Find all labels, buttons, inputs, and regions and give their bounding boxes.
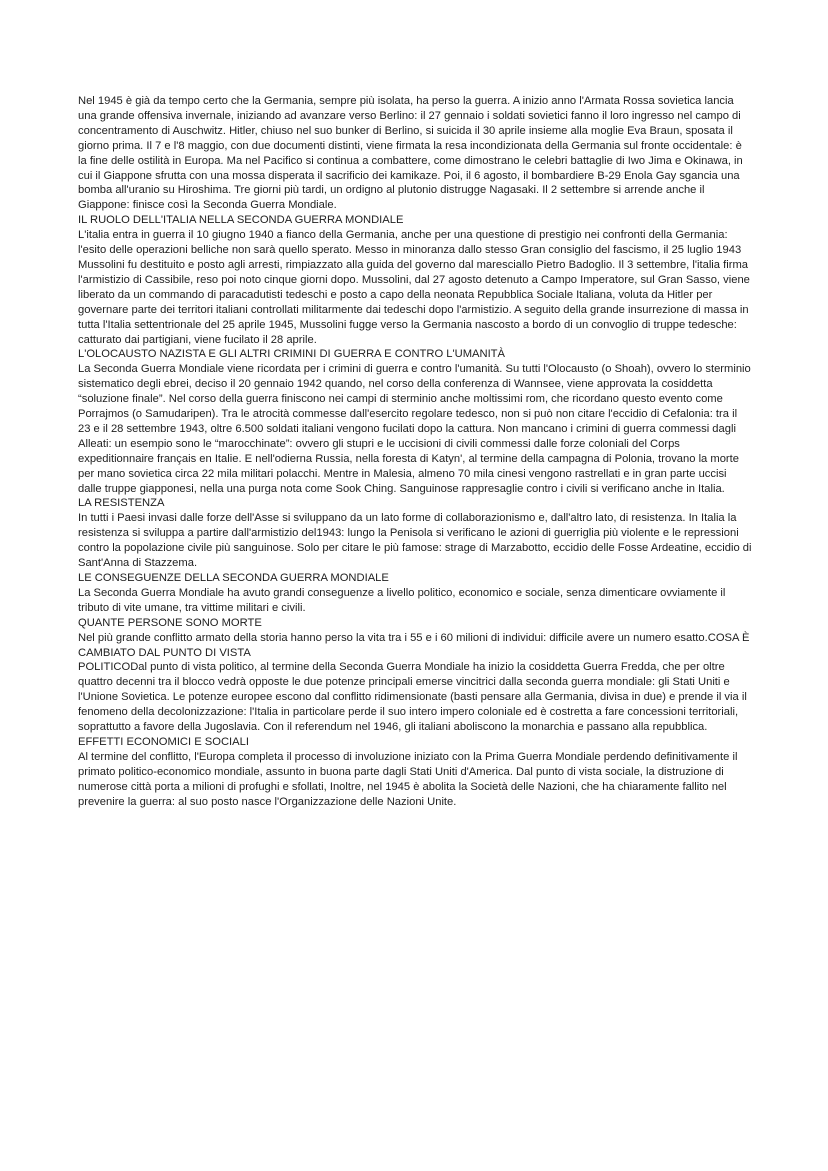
paragraph-resistenza: In tutti i Paesi invasi dalle forze dell'Asse si sviluppano da un lato forme di collaborazionismo e, dall'altro lato, di resistenza. In Italia la resistenza si sviluppa a partire dall'armistizio del1943: lungo la Penisola si verificano le azioni di guerriglia più violente e le repressioni contro la popolazione civile più sanguinose. Solo per citare le più famose: strage di Marzabotto, eccidio delle Fosse Ardeatine, eccidio di Sant'Anna di Stazzema.	[78, 512, 752, 570]
paragraph-conseguenze: La Seconda Guerra Mondiale ha avuto grandi conseguenze a livello politico, economico e sociale, senza dimenticare ovviamente il tributo di vite umane, tra vittime militari e civili.	[78, 586, 726, 614]
heading-effetti-economici-sociali: EFFETTI ECONOMICI E SOCIALI	[78, 735, 249, 748]
paragraph-olocausto-crimini: La Seconda Guerra Mondiale viene ricordata per i crimini di guerra e contro l'umanità. Su tutti l'Olocausto (o Shoah), ovvero lo sterminio sistematico degli ebrei, deciso il 20 gennaio 1942 quando, nel corso della conferenza di Wannsee, viene approvata la cosiddetta “soluzione finale”. Nel corso della guerra finiscono nei campi di sterminio anche moltissimi rom, che ricordano questo evento come Porrajmos (o Samudaripen). Tra le atrocità commesse dall'esercito regolare tedesco, non si può non citare l'eccidio di Cefalonia: tra il 23 e il 28 settembre 1943, oltre 6.500 soldati italiani vengono fucilati dopo la cattura. Non mancano i crimini di guerra commessi dagli Alleati: un esempio sono le “marocchinate”: ovvero gli stupri e le uccisioni di civili commessi dalle forze coloniali del Corps expeditionnaire français en Italie. E nell'odierna Russia, nella foresta di Katyn', al termine della campagna di Polonia, trovano la morte per mano sovietica circa 22 mila militari polacchi. Mentre in Malesia, almeno 70 mila cinesi vengono rastrellati e in gran parte uccisi dalle truppe giapponesi, nella una purga nota come Sook Ching. Sanguinose rappresaglie contro i civili si verificano anche in Italia.	[78, 363, 751, 495]
paragraph-effetti-economici-sociali: Al termine del conflitto, l'Europa completa il processo di involuzione iniziato con la Prima Guerra Mondiale perdendo definitivamente il primato politico-economico mondiale, assunto in buona parte dagli Stati Uniti d'America. Dal punto di vista sociale, la distruzione di numerose città porta a milioni di profughi e sfollati, Inoltre, nel 1945 è abolita la Società delle Nazioni, che ha chiaramente fallito nel prevenire la guerra: al suo posto nasce l'Organizzazione delle Nazioni Unite.	[78, 750, 738, 808]
paragraph-punto-di-vista-politico: POLITICODal punto di vista politico, al termine della Seconda Guerra Mondiale ha inizio la cosiddetta Guerra Fredda, che per oltre quattro decenni tra il blocco vedrà opposte le due potenze principali emerse vincitrici dalla seconda guerra mondiale: gli Stati Uniti e l'Unione Sovietica. Le potenze europee escono dal conflitto ridimensionate (basti pensare alla Germania, divisa in due) e prende il via il fenomeno della decolonizzazione: l'Italia in particolare perde il suo intero impero coloniale ed è costretta a fare concessioni territoriali, soprattutto a favore della Jugoslavia. Con il referendum nel 1946, gli italiani aboliscono la monarchia e passano alla repubblica.	[78, 661, 747, 734]
paragraph-ruolo-italia: L'italia entra in guerra il 10 giugno 1940 a fianco della Germania, anche per una questione di prestigio nei confronti della Germania: l'esito delle operazioni belliche non sarà quello sperato. Messo in minoranza dallo stesso Gran consiglio del fascismo, il 25 luglio 1943 Mussolini fu destituito e posto agli arresti, rimpiazzato alla guida del governo dal maresciallo Pietro Badoglio. Il 3 settembre, l'italia firma l'armistizio di Cassibile, reso poi noto cinque giorni dopo. Mussolini, dal 27 agosto detenuto a Campo Imperatore, sul Gran Sasso, viene liberato da un commando di paracadutisti tedeschi e posto a capo della neonata Repubblica Sociale Italiana, voluta da Hitler per governare parte dei territori italiani controllati militarmente dai tedeschi dopo l'armistizio. A seguito della grande insurrezione di massa in tutta l'Italia settentrionale del 25 aprile 1945, Mussolini fugge verso la Germania nascosto a bordo di un convoglio di truppe tedesche: catturato dai partigiani, viene fucilato il 28 aprile.	[78, 229, 750, 346]
heading-ruolo-italia: IL RUOLO DELL'ITALIA NELLA SECONDA GUERRA MONDIALE	[78, 214, 404, 227]
paragraph-end-of-war: Nel 1945 è già da tempo certo che la Germania, sempre più isolata, ha perso la guerra. A inizio anno l'Armata Rossa sovietica lancia una grande offensiva invernale, iniziando ad avanzare verso Berlino: il 27 gennaio i soldati sovietici fanno il loro ingresso nel campo di concentramento di Auschwitz. Hitler, chiuso nel suo bunker di Berlino, si suicida il 30 aprile insieme alla moglie Eva Braun, sposata il giorno prima. Il 7 e l'8 maggio, con due documenti distinti, viene firmata la resa incondizionata della Germania sul fronte occidentale: è la fine delle ostilità in Europa. Ma nel Pacifico si continua a combattere, come dimostrano le celebri battaglie di Iwo Jima e Okinawa, in cui il Giappone sfrutta con una mossa disperata il sacrificio dei kamikaze. Poi, il 6 agosto, il bombardiere B-29 Enola Gay sgancia una bomba all'uranio su Hiroshima. Tre giorni più tardi, un ordigno al plutonio distrugge Nagasaki. Il 2 settembre si arrende anche il Giappone: finisce così la Seconda Guerra Mondiale.	[78, 95, 743, 212]
paragraph-quante-persone-morte: Nel più grande conflitto armato della storia hanno perso la vita tra i 55 e i 60 milioni di individui: difficile avere un numero esatto.COSA È CAMBIATO DAL PUNTO DI VISTA	[78, 631, 750, 659]
heading-resistenza: LA RESISTENZA	[78, 497, 165, 510]
heading-quante-persone-morte: QUANTE PERSONE SONO MORTE	[78, 616, 262, 629]
document-body	[78, 94, 752, 810]
heading-olocausto-crimini: L'OLOCAUSTO NAZISTA E GLI ALTRI CRIMINI DI GUERRA E CONTRO L'UMANITÀ	[78, 348, 505, 361]
heading-conseguenze: LE CONSEGUENZE DELLA SECONDA GUERRA MONDIALE	[78, 572, 389, 584]
